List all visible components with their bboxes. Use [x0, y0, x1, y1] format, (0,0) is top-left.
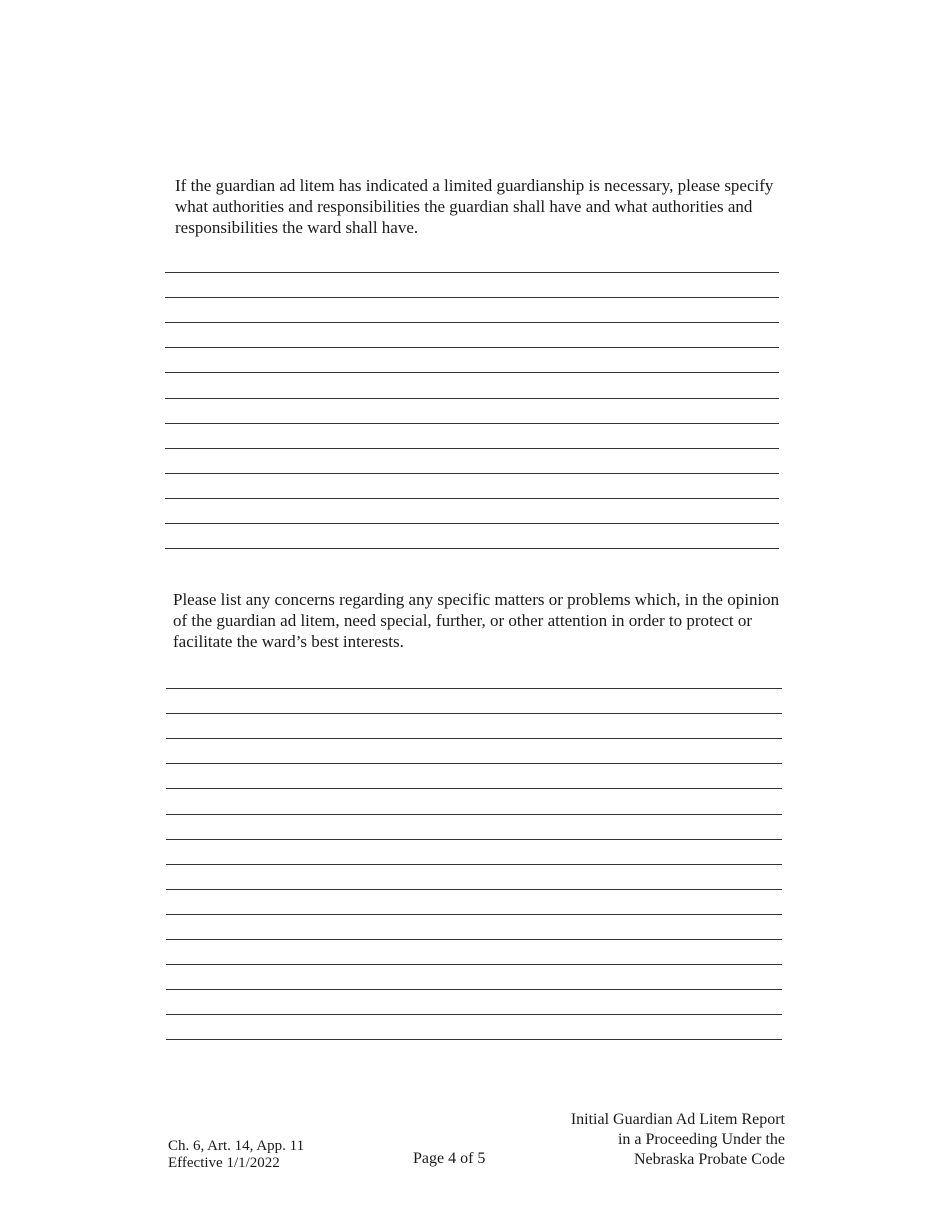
- blank-answer-line[interactable]: [165, 297, 779, 298]
- blank-answer-line[interactable]: [166, 788, 782, 789]
- blank-answer-line[interactable]: [165, 398, 779, 399]
- blank-answer-line[interactable]: [165, 272, 779, 273]
- blank-answer-line[interactable]: [166, 864, 782, 865]
- blank-answer-line[interactable]: [166, 1014, 782, 1015]
- blank-answer-line[interactable]: [166, 989, 782, 990]
- blank-answer-line[interactable]: [165, 322, 779, 323]
- blank-answer-line[interactable]: [165, 347, 779, 348]
- footer-form-title: [571, 1110, 785, 1170]
- footer-page-number: Page 4 of 5: [413, 1150, 486, 1167]
- blank-answer-line[interactable]: [166, 713, 782, 714]
- blank-answer-line[interactable]: [165, 372, 779, 373]
- blank-answer-line[interactable]: [166, 889, 782, 890]
- blank-answer-line[interactable]: [166, 738, 782, 739]
- blank-answer-line[interactable]: [166, 964, 782, 965]
- blank-answer-line[interactable]: [165, 473, 779, 474]
- concerns-prompt: Please list any concerns regarding any specific matters or problems which, in the opinion of the guardian ad litem, need special, further, or other attention in order to protect or facilitate the ward’s best interests.: [173, 590, 780, 651]
- blank-answer-line[interactable]: [166, 814, 782, 815]
- blank-answer-line[interactable]: [165, 548, 779, 549]
- blank-answer-line[interactable]: [165, 498, 779, 499]
- footer-citation-block: [168, 1138, 304, 1172]
- blank-answer-line[interactable]: [166, 763, 782, 764]
- footer-title-line: Initial Guardian Ad Litem Report: [570, 1111, 785, 1128]
- footer-effective-date: Effective 1/1/2022: [168, 1155, 280, 1171]
- footer-citation: Ch. 6, Art. 14, App. 11: [168, 1138, 305, 1154]
- blank-answer-line[interactable]: [165, 448, 779, 449]
- blank-answer-line[interactable]: [166, 914, 782, 915]
- blank-answer-line[interactable]: [166, 839, 782, 840]
- limited-guardianship-prompt: If the guardian ad litem has indicated a limited guardianship is necessary, please specify what authorities and responsibilities the guardian shall have and what authorities and responsibilities the ward shall have.: [175, 176, 774, 237]
- blank-answer-line[interactable]: [165, 423, 779, 424]
- footer-title-line: in a Proceeding Under the: [617, 1131, 785, 1148]
- blank-answer-line[interactable]: [165, 523, 779, 524]
- footer-title-line: Nebraska Probate Code: [633, 1151, 785, 1168]
- blank-answer-line[interactable]: [166, 1039, 782, 1040]
- blank-answer-line[interactable]: [166, 939, 782, 940]
- blank-answer-line[interactable]: [166, 688, 782, 689]
